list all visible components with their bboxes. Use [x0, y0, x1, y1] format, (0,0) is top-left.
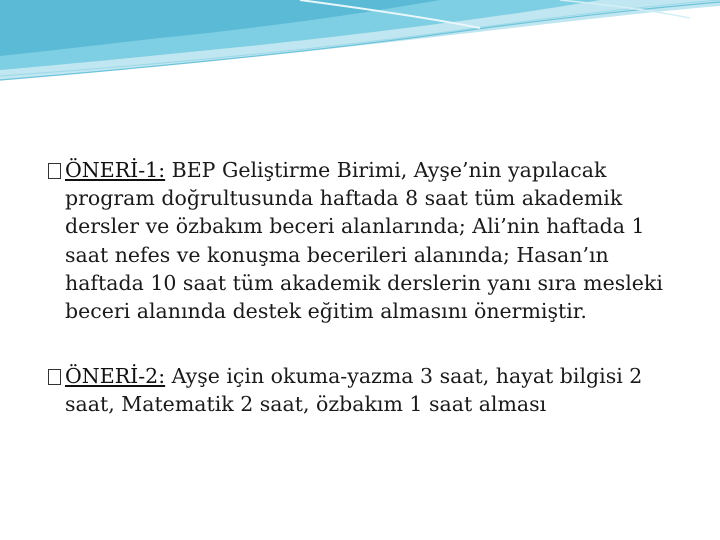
- proposal-1-text: BEP Geliştirme Birimi, Ayşe’nin yapılacak program doğrultusunda haftada 8 saat tüm akademik dersler ve özbakım beceri alanlarında; Ali’nin haftada 1 saat nefes ve konuşma becerileri alanında; Hasan’ın haftada 10 saat tüm akademik derslerin yanı sıra mesleki beceri alanında destek eğitim almasını önermiştir.: [65, 158, 663, 324]
- slide-body: [48, 156, 668, 419]
- square-bullet-icon: [48, 163, 61, 179]
- proposal-1-paragraph: [48, 156, 668, 325]
- proposal-2-paragraph: [48, 362, 668, 418]
- proposal-1-label: ÖNERİ-1:: [65, 158, 166, 182]
- header-wave-decoration: [0, 0, 720, 90]
- proposal-2-text: Ayşe için okuma-yazma 3 saat, hayat bilgisi 2 saat, Matematik 2 saat, özbakım 1 saat alması: [65, 364, 643, 417]
- proposal-2-label: ÖNERİ-2:: [65, 364, 166, 389]
- square-bullet-icon: [48, 369, 61, 385]
